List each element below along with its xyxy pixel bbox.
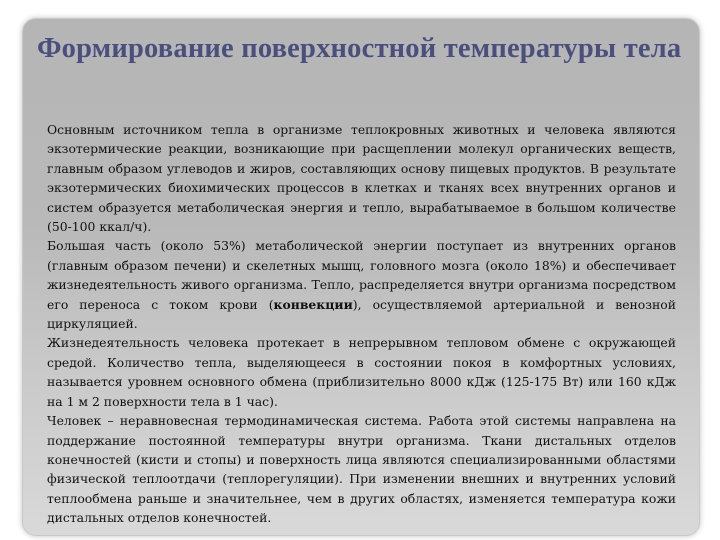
paragraph-heat-exchange: Жизнедеятельность человека протекает в непрерывном тепловом обмене с окружающей средой. Количество тепла, выделяющееся в состоянии покоя в комфортных условиях, называется уровнем основного обмена (приблизительно 8000 кДж (125-175 Вт) или 160 кДж на 1 м 2 поверхности тела в 1 час). — [47, 335, 676, 409]
paragraph-heat-source: Основным источником тепла в организме теплокровных животных и человека являются экзотермические реакции, возникающие при расщеплении молекул органических веществ, главным образом углеводов и жиров, составляющих основу пищевых продуктов. В результате экзотермических биохимических процессов в клетках и тканях всех внутренних органов и систем образуется метаболическая энергия и тепло, вырабатываемое в большом количестве (50-100 ккал/ч). — [47, 122, 676, 235]
paragraph-metabolic-energy — [47, 236, 676, 333]
convection-term: конвекции — [273, 296, 353, 312]
paragraph-thermodynamic-system: Человек – неравновесная термодинамическая система. Работа этой системы направлена на поддержание постоянной температуры внутри организма. Ткани дистальных отделов конечностей (кисти и стопы) и поверхность лица являются специализированными областями физической теплоотдачи (теплорегуляции). При изменении внешних и внутренних условий теплообмена раньше и значительнее, чем в других областях, изменяется температура кожи дистальных отделов конечностей. — [47, 413, 676, 526]
paragraph-metabolic-energy-end: ), осуществляемой артериальной и венозной циркуляцией. — [47, 296, 676, 332]
slide-body — [47, 120, 676, 528]
paragraph-metabolic-energy-start: Большая часть (около 53%) метаболической энергии поступает из внутренних органов (главным образом печени) и скелетных мышц, головного мозга (около 18%) и обеспечивает жизнедеятельность живого организма. Тепло, распределяется внутри организма посредством его переноса с током крови ( — [47, 238, 676, 312]
slide-title: Формирование поверхностной температуры тела — [37, 33, 682, 64]
